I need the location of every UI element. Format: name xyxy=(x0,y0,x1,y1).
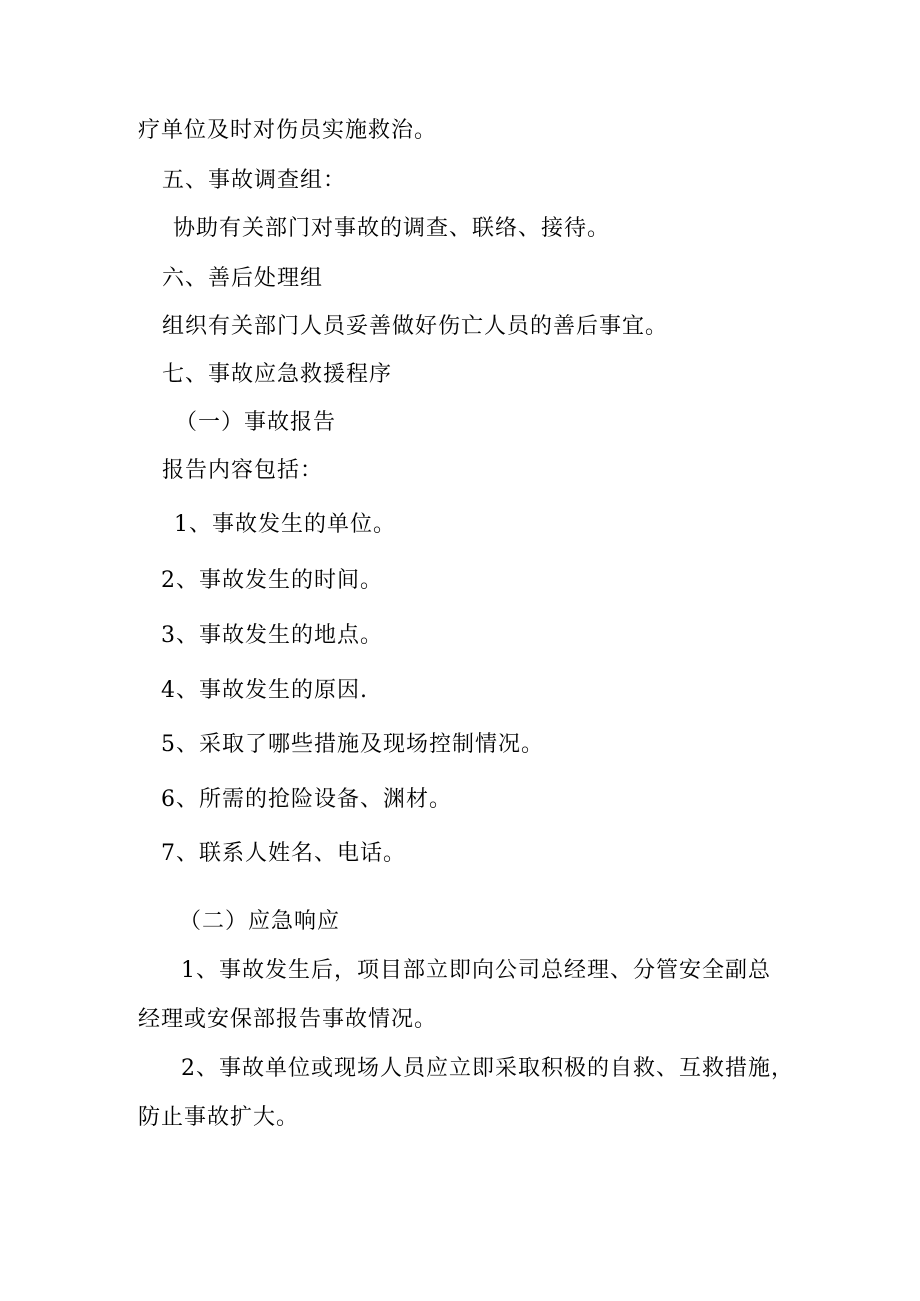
paragraph-response-2: 2、事故单位或现场人员应立即采取积极的自救、互救措施， xyxy=(181,1056,794,1081)
list-item: 6、所需的抢险设备、渊材。 xyxy=(161,787,452,812)
subheading-accident-report: （一）事故报告 xyxy=(175,410,337,435)
paragraph-continuation: 疗单位及时对伤员实施救治。 xyxy=(138,118,438,143)
paragraph-response-2-continuation: 防止事故扩大。 xyxy=(138,1105,300,1130)
heading-rescue-procedure: 七、事故应急救援程序 xyxy=(162,362,393,387)
list-item: 4、事故发生的原因. xyxy=(161,678,368,703)
list-item: 7、联系人姓名、电话。 xyxy=(161,841,406,866)
list-item: 3、事故发生的地点。 xyxy=(161,623,383,648)
list-item: 1、事故发生的单位。 xyxy=(174,512,396,537)
paragraph-response-1-continuation: 经理或安保部报告事故情况。 xyxy=(138,1007,438,1032)
list-item: 5、采取了哪些措施及现场控制情况。 xyxy=(161,732,544,757)
paragraph-report-contents: 报告内容包括： xyxy=(162,458,324,483)
subheading-emergency-response: （二）应急响应 xyxy=(179,909,341,934)
list-item: 2、事故发生的时间。 xyxy=(161,568,383,593)
paragraph-aftermath-duty: 组织有关部门人员妥善做好伤亡人员的善后事宜。 xyxy=(162,314,669,339)
paragraph-response-1: 1、事故发生后，项目部立即向公司总经理、分管安全副总 xyxy=(181,958,771,983)
heading-aftermath-group: 六、善后处理组 xyxy=(162,266,324,291)
heading-investigation-group: 五、事故调查组： xyxy=(162,168,347,193)
paragraph-investigation-duty: 协助有关部门对事故的调查、联络、接待。 xyxy=(173,216,611,241)
